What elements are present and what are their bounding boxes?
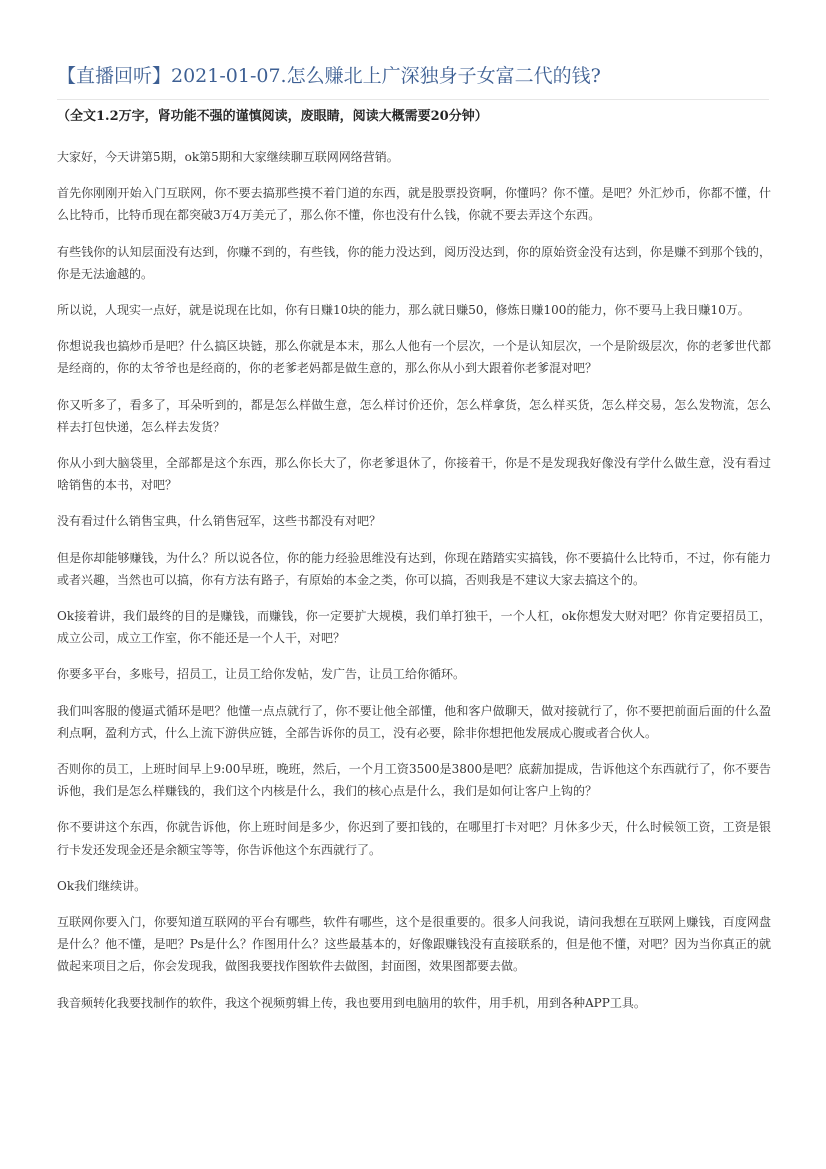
paragraph: 但是你却能够赚钱，为什么？所以说各位，你的能力经验思维没有达到，你现在踏踏实实搞钱，你不要搞什么比特币，不过，你有能力或者兴趣，当然也可以搞，你有方法有路子，有原始的本金之类，你可以搞，否则我是不建议大家去搞这个的。 [57,550,771,587]
paragraph: 你又听多了，看多了，耳朵听到的，都是怎么样做生意，怎么样讨价还价，怎么样拿货，怎么样买货，怎么样交易，怎么发物流，怎么样去打包快递，怎么样去发货？ [57,397,771,434]
paragraph: 你想说我也搞炒币是吧？什么搞区块链，那么你就是本末，那么人他有一个层次，一个是认知层次，一个是阶级层次，你的老爹世代都是经商的，你的太爷爷也是经商的，你的老爹老妈都是做生意的，那么你从小到大跟着你老爹混对吧？ [57,339,771,376]
paragraph: 否则你的员工，上班时间早上9:00早班，晚班，然后，一个月工资3500是3800是吧？底薪加提成，告诉他这个东西就行了，你不要告诉他，我们是怎么样赚钱的，我们这个内核是什么，我们的核心点是什么，我们是如何让客户上钩的？ [57,762,771,799]
paragraph: 所以说，人现实一点好，就是说现在比如，你有日赚10块的能力，那么就日赚50，修炼日赚100的能力，你不要马上我日赚10万。 [57,303,750,318]
paragraph: 你从小到大脑袋里，全部都是这个东西，那么你长大了，你老爹退休了，你接着干，你是不是发现我好像没有学什么做生意，没有看过啥销售的本书，对吧？ [57,456,771,493]
article-body [57,146,771,1028]
paragraph: 首先你刚刚开始入门互联网，你不要去搞那些摸不着门道的东西，就是股票投资啊，你懂吗？你不懂。是吧？外汇炒币，你都不懂，什么比特币，比特币现在都突破3万4万美元了，那么你不懂，你也没有什么钱，你就不要去弄这个东西。 [57,186,771,223]
paragraph: 你不要讲这个东西，你就告诉他，你上班时间是多少，你迟到了要扣钱的，在哪里打卡对吧？月休多少天，什么时候领工资，工资是银行卡发还发现金还是余额宝等等，你告诉他这个东西就行了。 [57,820,771,857]
paragraph: 没有看过什么销售宝典，什么销售冠军，这些书都没有对吧？ [57,514,382,529]
paragraph: Ok接着讲，我们最终的目的是赚钱，而赚钱，你一定要扩大规模，我们单打独干，一个人杠，ok你想发大财对吧？你肯定要招员工，成立公司，成立工作室，你不能还是一个人干，对吧？ [57,609,771,646]
title-divider [57,99,769,100]
paragraph: 你要多平台，多账号，招员工，让员工给你发帖，发广告，让员工给你循环。 [57,667,466,682]
page-title: 【直播回听】2021-01-07.怎么赚北上广深独身子女富二代的钱? [57,65,601,87]
paragraph: 大家好，今天讲第5期，ok第5期和大家继续聊互联网网络营销。 [57,150,399,164]
reading-note: （全文1.2万字，肾功能不强的谨慎阅读，废眼睛，阅读大概需要20分钟） [57,109,488,124]
paragraph: Ok我们继续讲。 [57,878,147,893]
paragraph: 互联网你要入门，你要知道互联网的平台有哪些，软件有哪些，这个是很重要的。很多人问我说，请问我想在互联网上赚钱，百度网盘是什么？他不懂，是吧？Ps是什么？作图用什么？这些最基本的，好像跟赚钱没有直接联系的，但是他不懂，对吧？因为当你真正的就做起来项目之后，你会发现我，做图我要找作图软件去做图，封面图，效果图都要去做。 [57,915,771,974]
paragraph: 有些钱你的认知层面没有达到，你赚不到的，有些钱，你的能力没达到，阅历没达到，你的原始资金没有达到，你是赚不到那个钱的，你是无法逾越的。 [57,244,771,281]
paragraph: 我们叫客服的傻逼式循环是吧？他懂一点点就行了，你不要让他全部懂，他和客户做聊天，做对接就行了，你不要把前面后面的什么盈利点啊，盈利方式，什么上流下游供应链，全部告诉你的员工，没有必要，除非你想把他发展成心腹或者合伙人。 [57,703,771,740]
paragraph: 我音频转化我要找制作的软件，我这个视频剪辑上传，我也要用到电脑用的软件，用手机，用到各种APP工具。 [57,995,646,1010]
